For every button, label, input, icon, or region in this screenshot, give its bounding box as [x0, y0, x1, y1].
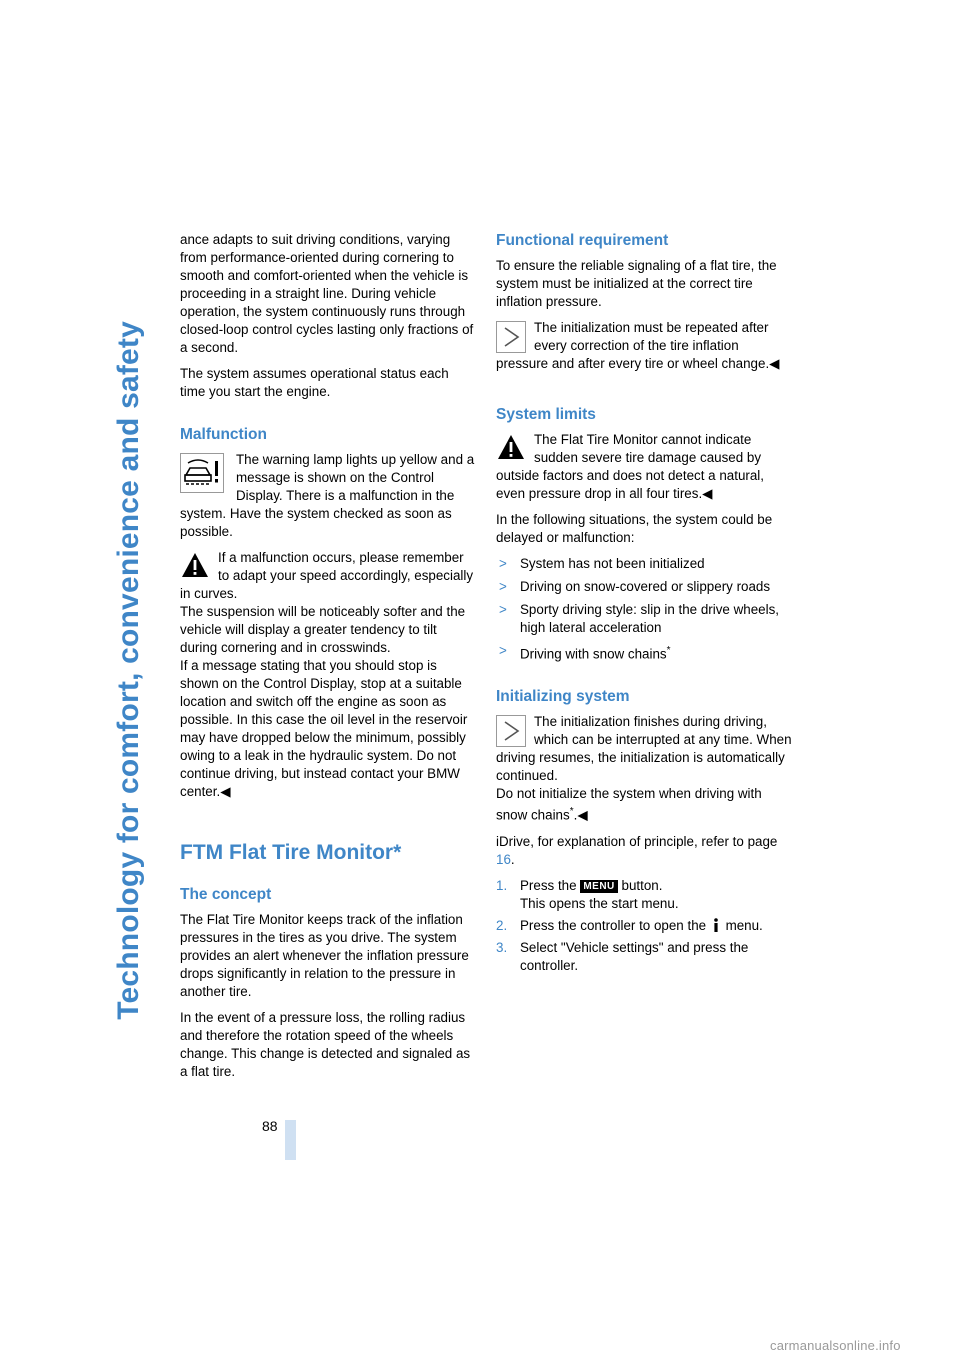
step-text: Press the controller to open the [520, 917, 707, 933]
step-text: Select "Vehicle settings" and press the controller. [520, 939, 749, 973]
system-limits-heading: System limits [496, 406, 596, 423]
list-item-text: Driving with snow chains [520, 646, 667, 662]
step-text: button. [621, 877, 663, 893]
concept-paragraph-2: In the event of a pressure loss, the rolling radius and therefore the rotation speed of the wheels change. This change is detected and signaled as a flat tire. [180, 1010, 471, 1079]
warning-triangle-icon [180, 551, 210, 581]
functional-note-block [496, 319, 792, 381]
malfunction-heading: Malfunction [180, 426, 267, 443]
step-number: 1. [496, 877, 508, 893]
warning-paragraph-2: The suspension will be noticeably softer and the vehicle will display a greater tendency to tilt during cornering and in crosswinds. [180, 604, 466, 655]
step-number: 3. [496, 939, 508, 955]
left-column [180, 231, 476, 1089]
car-warning-icon [180, 453, 228, 491]
init-note-paragraph-1: The initialization finishes during driving, which can be interrupted at any time. When driving resumes, the initialization is automatically continued. [496, 714, 792, 784]
step-subtext: This opens the start menu. [520, 895, 679, 911]
watermark: carmanualsonline.info [770, 1338, 901, 1353]
malfunction-block [180, 451, 476, 549]
functional-requirement-heading: Functional requirement [496, 232, 669, 249]
warning-triangle-icon [496, 433, 526, 463]
list-item [496, 555, 792, 573]
step-item [496, 877, 792, 913]
bullet-mark: > [499, 643, 507, 658]
list-item-text: System has not been initialized [520, 556, 705, 571]
end-mark: ◀ [577, 807, 588, 823]
step-text: Press the [520, 877, 577, 893]
step-text: menu. [725, 917, 763, 933]
optional-star: * [569, 806, 574, 818]
idrive-paragraph: iDrive, for explanation of principle, refer to page [496, 833, 778, 849]
init-note-paragraph-2-block: Do not initialize the system when driving with snow chains*.◀ [496, 786, 762, 823]
limits-list [496, 555, 792, 663]
list-item-text: Sporty driving style: slip in the drive wheels, high lateral acceleration [520, 602, 779, 635]
init-note-block [496, 713, 792, 785]
step-number: 2. [496, 917, 508, 933]
end-mark: ◀ [220, 784, 231, 799]
warning-paragraph-3-block [180, 657, 476, 801]
limits-paragraph: In the following situations, the system could be delayed or malfunction: [496, 512, 773, 545]
end-mark: ◀ [702, 486, 713, 501]
list-item [496, 578, 792, 596]
page-reference-link[interactable]: 16 [496, 851, 511, 867]
bullet-mark: > [499, 602, 507, 617]
menu-button-badge: MENU [580, 880, 617, 893]
malfunction-warning-block [180, 549, 476, 603]
list-item [496, 642, 792, 663]
init-note-paragraph-2: Do not initialize the system when driving with snow chains [496, 786, 762, 823]
bullet-mark: > [499, 556, 507, 571]
bullet-mark: > [499, 579, 507, 594]
limits-warning-block [496, 431, 792, 511]
end-mark: ◀ [769, 356, 780, 371]
initializing-system-heading: Initializing system [496, 688, 630, 706]
idrive-paragraph-block: iDrive, for explanation of principle, refer to page 16. [496, 833, 778, 867]
concept-heading: The concept [180, 886, 272, 903]
right-column [496, 231, 792, 979]
info-icon [712, 918, 720, 932]
sidebar-section-title [103, 230, 155, 1110]
functional-paragraph: To ensure the reliable signaling of a flat tire, the system must be initialized at the correct tire inflation pressure. [496, 258, 777, 309]
note-arrow-icon [496, 715, 526, 747]
warning-paragraph-3: If a message stating that you should stop is shown on the Control Display, stop at a suitable location and switch off the engine as soon as possible. In this case the oil level in the reservoir may have dropped below the minimum, possibly owing to a leak in the hydraulic system. Do not continue driving, but instead contact your BMW center. [180, 658, 468, 799]
page-number-bar [285, 1120, 296, 1160]
ftm-heading: FTM Flat Tire Monitor* [180, 841, 402, 864]
steps-list [496, 877, 792, 975]
limits-warning-block-inner [496, 431, 792, 503]
optional-star: * [666, 645, 671, 656]
intro-paragraph-2: The system assumes operational status each time you start the engine. [180, 366, 449, 399]
step-item [496, 939, 792, 975]
step-item [496, 917, 792, 935]
concept-paragraph-1: The Flat Tire Monitor keeps track of the inflation pressures in the tires as you drive. The system provides an alert whenever the inflation pressure drops significantly in relation to the pressure in another tire. [180, 912, 469, 999]
malfunction-paragraph: The warning lamp lights up yellow and a message is shown on the Control Display. There is a malfunction in the system. Have the system checked as soon as possible. [180, 452, 475, 539]
limits-warning: The Flat Tire Monitor cannot indicate sudden severe tire damage caused by outside factors and does not detect a natural, even pressure drop in all four tires. [496, 432, 764, 501]
functional-note-block-inner [496, 319, 792, 373]
functional-note: The initialization must be repeated after every correction of the tire inflation pressure and after every tire or wheel change. [496, 320, 770, 371]
page-number: 88 [262, 1118, 278, 1134]
intro-paragraph-1: ance adapts to suit driving conditions, varying from performance-oriented during cornering to smooth and comfort-oriented when the vehicle is proceeding in a straight line. During vehicle operation, the system continuously runs through closed-loop control cycles lasting only fractions of a second. [180, 232, 474, 355]
list-item [496, 601, 792, 637]
sidebar-section-title-text: Technology for comfort, convenience and safety [112, 320, 145, 1020]
list-item-text: Driving on snow-covered or slippery roads [520, 579, 771, 594]
note-arrow-icon [496, 321, 526, 353]
warning-paragraph-1: If a malfunction occurs, please remember to adapt your speed accordingly, especially in curves. [180, 550, 474, 601]
